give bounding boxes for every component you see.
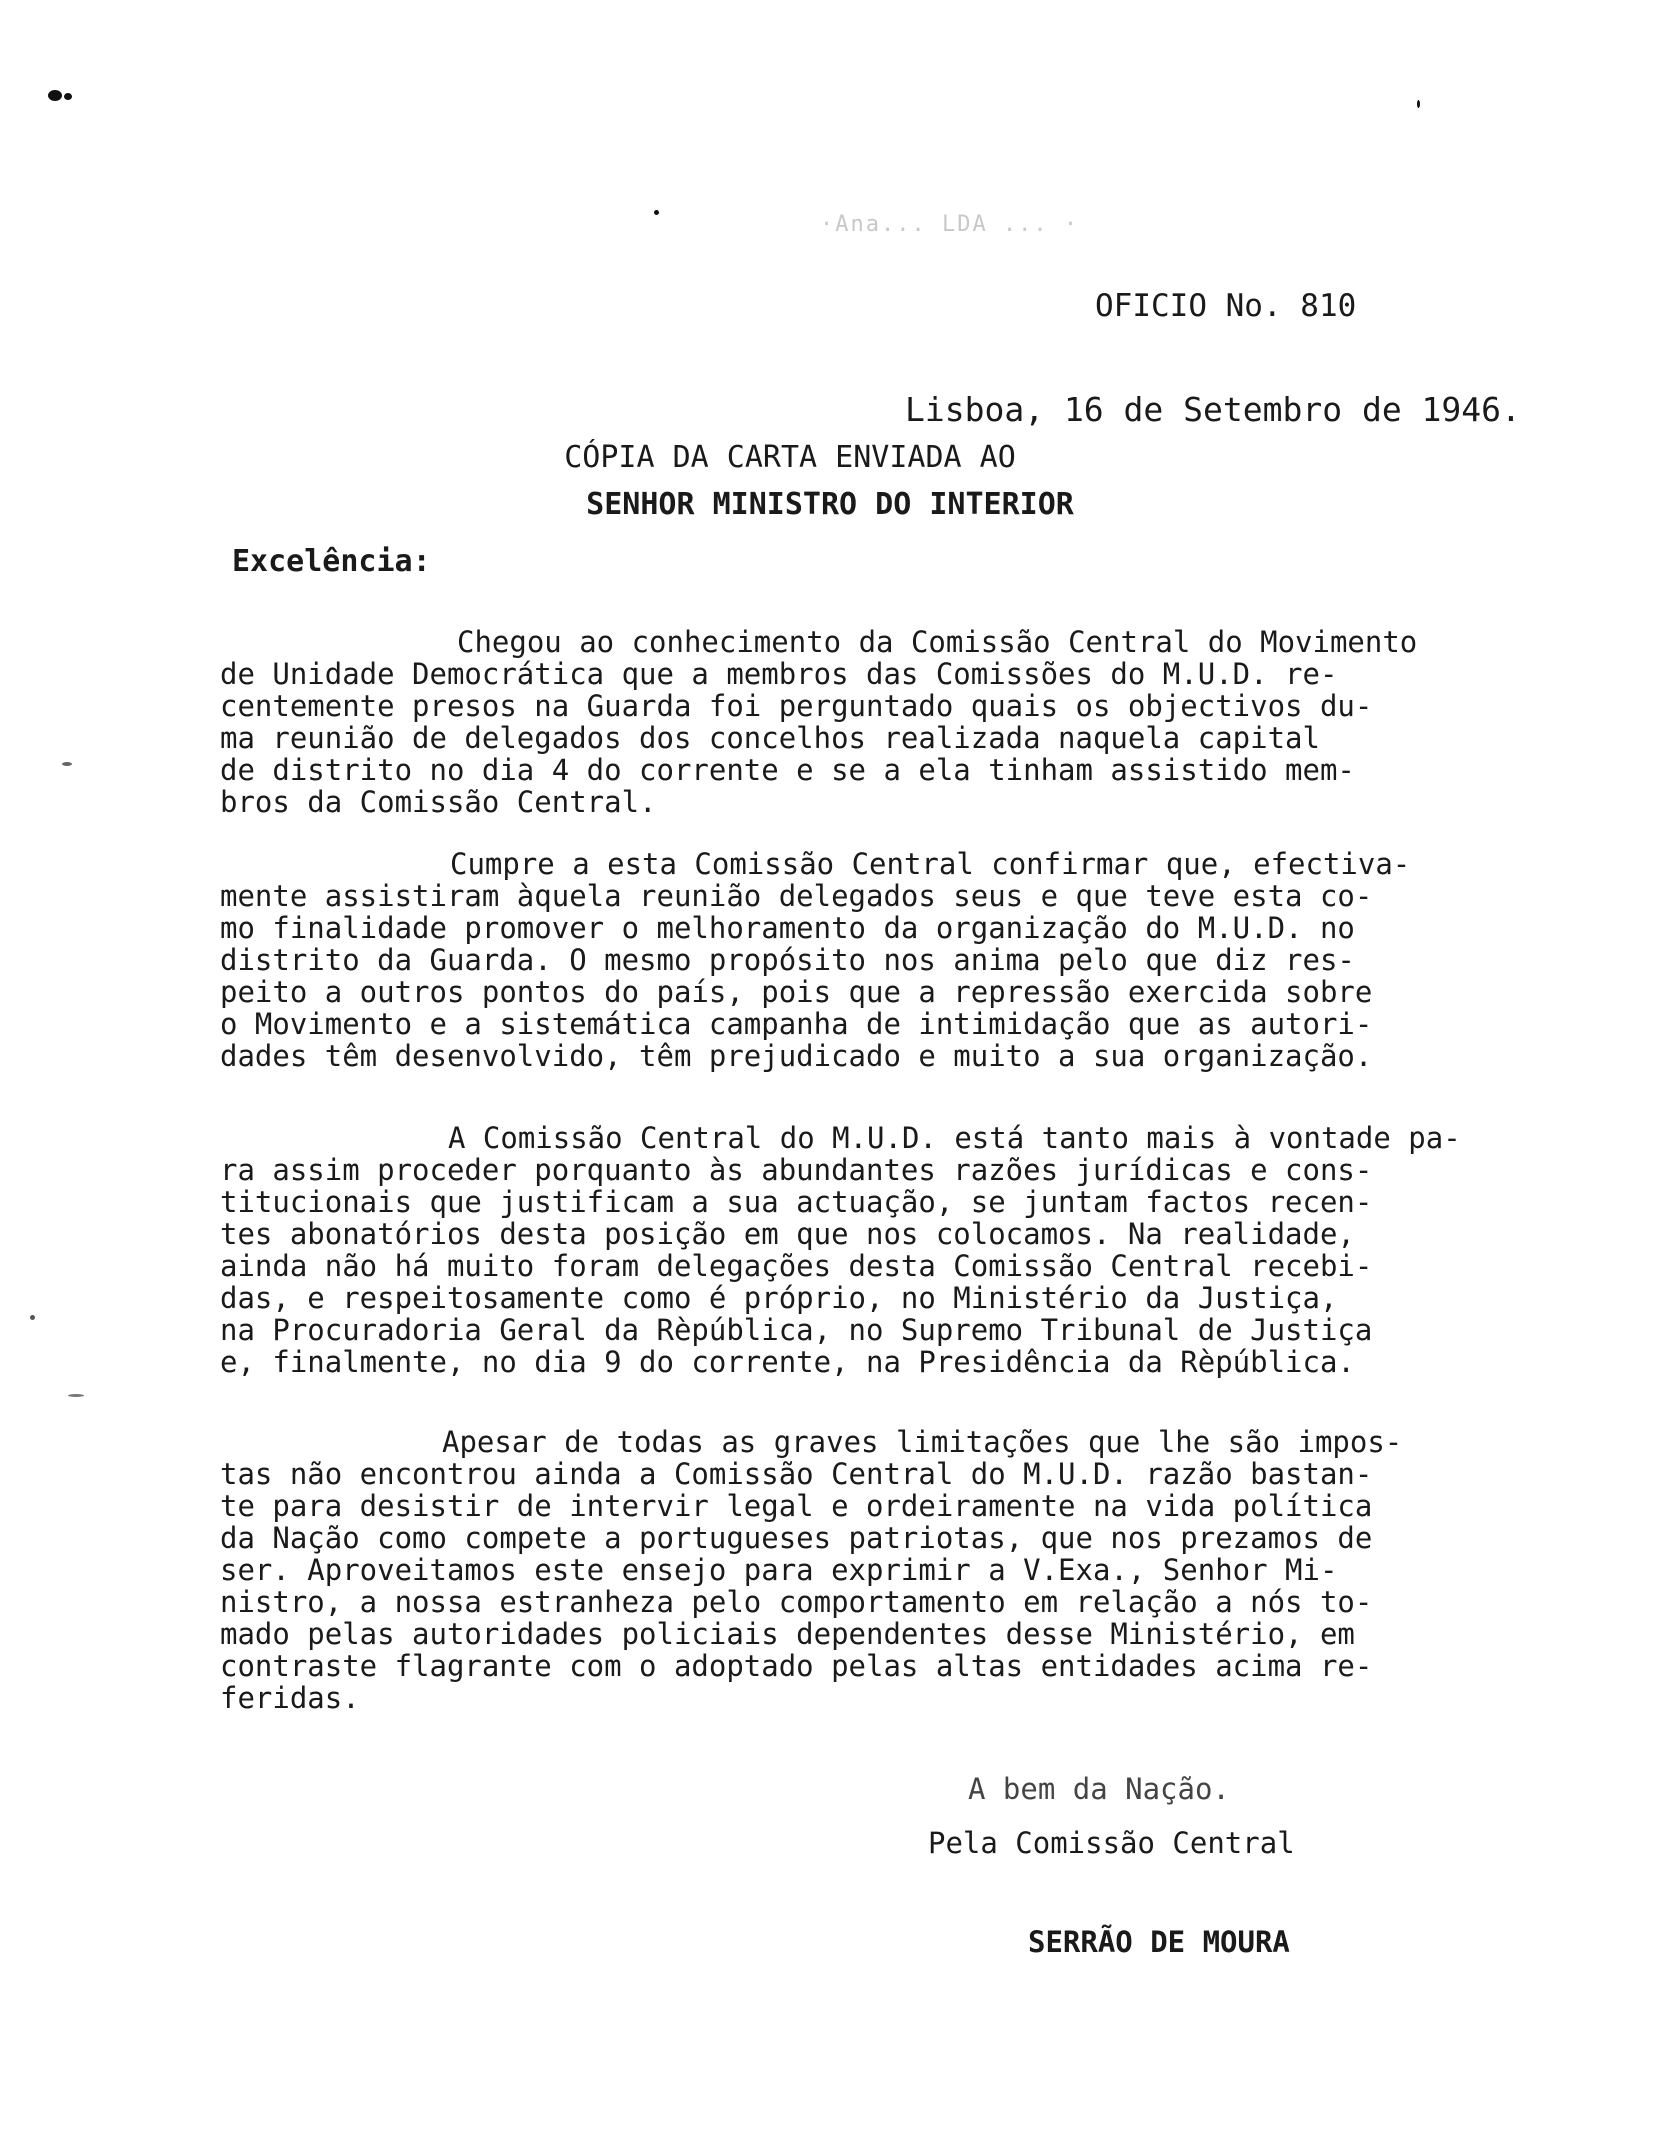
paragraph-line: te para desistir de intervir legal e ordeiramente na vida política: [220, 1489, 1373, 1523]
title-line-1: CÓPIA DA CARTA ENVIADA AO: [564, 440, 1016, 475]
salutation: Excelência:: [232, 544, 431, 579]
scan-speck: [68, 1394, 84, 1397]
paragraph-line: e, finalmente, no dia 9 do corrente, na Presidência da Rèpública.: [220, 1345, 1355, 1379]
paragraph-line: de distrito no dia 4 do corrente e se a ela tinham assistido mem-: [220, 753, 1355, 787]
paragraph-line: o Movimento e a sistemática campanha de intimidação que as autori-: [220, 1007, 1373, 1041]
paragraph-line: nistro, a nossa estranheza pelo comportamento em relação a nós to-: [220, 1585, 1373, 1619]
paragraph-line: ser. Aproveitamos este ensejo para exprimir a V.Exa., Senhor Mi-: [220, 1553, 1338, 1587]
paragraph-line: titucionais que justificam a sua actuação, se juntam factos recen-: [220, 1185, 1373, 1219]
closing-line-1: A bem da Nação.: [968, 1772, 1230, 1806]
title-line-2: SENHOR MINISTRO DO INTERIOR: [586, 487, 1074, 522]
oficio-number: OFICIO No. 810: [1095, 288, 1357, 324]
scan-speck: [64, 93, 72, 100]
closing-line-2: Pela Comissão Central: [928, 1826, 1295, 1860]
scan-speck: [62, 762, 72, 766]
faint-header: ·Ana... LDA ... ·: [820, 212, 1080, 237]
paragraph-1: [220, 626, 1580, 818]
paragraph-line: dades têm desenvolvido, têm prejudicado e muito a sua organização.: [220, 1039, 1373, 1073]
paragraph-line: distrito da Guarda. O mesmo propósito nos anima pelo que diz res-: [220, 943, 1355, 977]
paragraph-line: centemente presos na Guarda foi perguntado quais os objectivos du-: [220, 689, 1373, 723]
paragraph-line: ma reunião de delegados dos concelhos realizada naquela capital: [220, 721, 1320, 755]
paragraph-line: bros da Comissão Central.: [220, 785, 657, 819]
paragraph-3: [220, 1122, 1580, 1378]
signature: SERRÃO DE MOURA: [1028, 1925, 1290, 1959]
paragraph-line: Chegou ao conhecimento da Comissão Central do Movimento: [457, 625, 1418, 659]
paragraph-line: peito a outros pontos do país, pois que a repressão exercida sobre: [220, 975, 1373, 1009]
paragraph-4: [220, 1426, 1580, 1714]
letter-date: Lisboa, 16 de Setembro de 1946.: [905, 390, 1521, 429]
paragraph-line: das, e respeitosamente como é próprio, no Ministério da Justiça,: [220, 1281, 1338, 1315]
paragraph-2: [220, 848, 1580, 1072]
paragraph-line: ainda não há muito foram delegações desta Comissão Central recebi-: [220, 1249, 1373, 1283]
paragraph-line: na Procuradoria Geral da Rèpública, no Supremo Tribunal de Justiça: [220, 1313, 1373, 1347]
paragraph-line: contraste flagrante com o adoptado pelas altas entidades acima re-: [220, 1649, 1373, 1683]
paragraph-line: mado pelas autoridades policiais dependentes desse Ministério, em: [220, 1617, 1355, 1651]
paragraph-line: mo finalidade promover o melhoramento da organização do M.U.D. no: [220, 911, 1355, 945]
scan-speck: [48, 90, 62, 101]
paragraph-line: Cumpre a esta Comissão Central confirmar que, efectiva-: [450, 847, 1411, 881]
paragraph-line: mente assistiram àquela reunião delegados seus e que teve esta co-: [220, 879, 1373, 913]
paragraph-line: A Comissão Central do M.U.D. está tanto mais à vontade pa-: [448, 1121, 1461, 1155]
paragraph-line: da Nação como compete a portugueses patriotas, que nos prezamos de: [220, 1521, 1373, 1555]
paragraph-line: tes abonatórios desta posição em que nos colocamos. Na realidade,: [220, 1217, 1355, 1251]
paragraph-line: feridas.: [220, 1681, 360, 1715]
paragraph-line: ra assim proceder porquanto às abundantes razões jurídicas e cons-: [220, 1153, 1373, 1187]
paragraph-line: tas não encontrou ainda a Comissão Central do M.U.D. razão bastan-: [220, 1457, 1373, 1491]
scan-speck: [1417, 100, 1420, 108]
paragraph-line: Apesar de todas as graves limitações que lhe são impos-: [442, 1425, 1403, 1459]
scan-speck: [30, 1315, 35, 1320]
paragraph-line: de Unidade Democrática que a membros das Comissões do M.U.D. re-: [220, 657, 1338, 691]
scan-speck: [654, 210, 659, 215]
